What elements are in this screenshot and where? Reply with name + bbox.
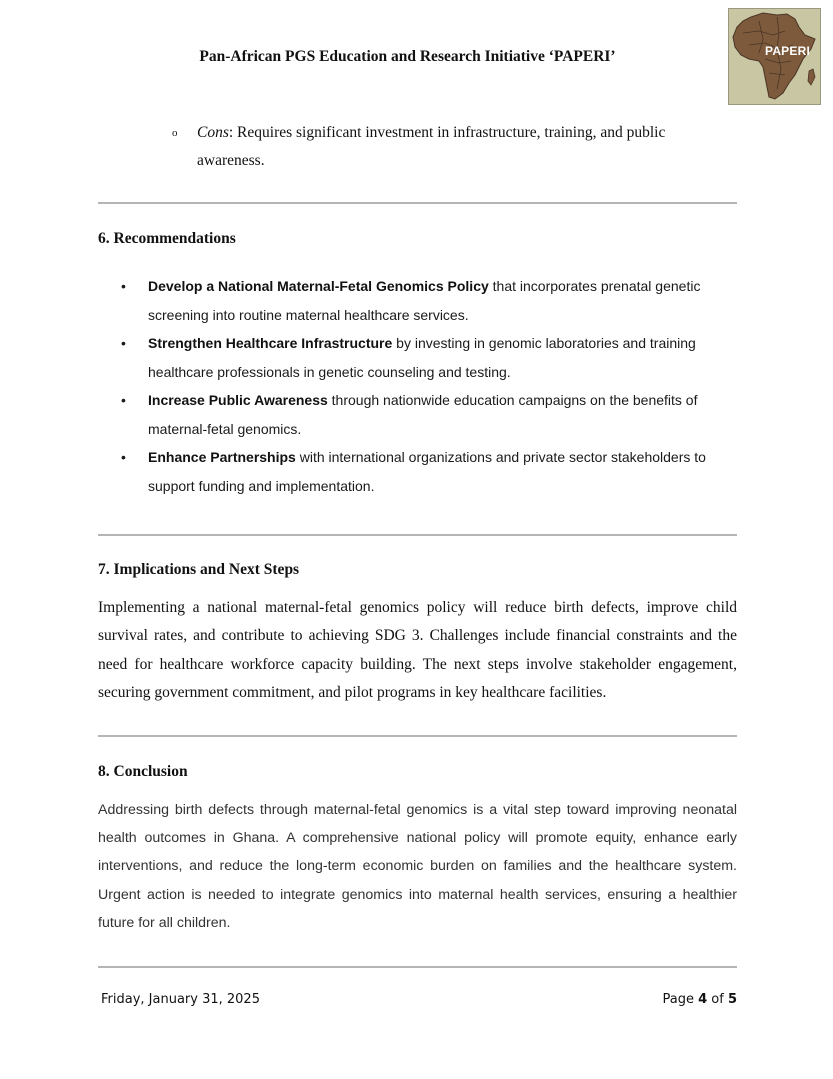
item-text: through nationwide education campaigns on the benefits of maternal-fetal genomics.: [148, 392, 698, 437]
page-prefix: Page: [662, 992, 699, 1007]
section-divider: [98, 735, 737, 737]
footer-divider: [98, 966, 737, 968]
page-number: [663, 992, 738, 1007]
item-text: that incorporates prenatal genetic screening into routine maternal healthcare services.: [148, 278, 701, 323]
item-bold-lead: Enhance Partnerships: [148, 449, 296, 465]
page-header-title: Pan-African PGS Education and Research Initiative ‘PAPERI’: [199, 48, 616, 65]
bullet-icon: •: [121, 392, 126, 408]
implications-paragraph: Implementing a national maternal-fetal genomics policy will reduce birth defects, improve child survival rates, and contribute to achieving SDG 3. Challenges include financial constraints and the need for healthcare workforce capacity building. The next steps involve stakeholder engagement, securing government commitment, and pilot programs in key healthcare facilities.: [98, 599, 737, 701]
implications-heading: 7. Implications and Next Steps: [98, 561, 300, 578]
bullet-icon: •: [121, 278, 126, 294]
bullet-icon: •: [121, 449, 126, 465]
cons-list-item: [172, 119, 732, 175]
list-item: [98, 272, 738, 329]
recommendations-heading: 6. Recommendations: [98, 230, 236, 247]
paperi-logo: [728, 8, 821, 105]
page-current: 4: [698, 992, 708, 1007]
bullet-icon: •: [121, 335, 126, 351]
item-bold-lead: Develop a National Maternal-Fetal Genomics Policy: [148, 278, 489, 294]
section-divider: [98, 534, 737, 536]
logo-text: PAPERI: [765, 44, 810, 58]
item-text: with international organizations and private sector stakeholders to support funding and implementation.: [148, 449, 706, 494]
item-text: by investing in genomic laboratories and training healthcare professionals in genetic counseling and testing.: [148, 335, 696, 380]
hollow-bullet: o: [172, 127, 178, 139]
list-item: [98, 386, 738, 443]
cons-label: Cons: [197, 124, 229, 141]
item-bold-lead: Increase Public Awareness: [148, 392, 328, 408]
recommendations-list: [98, 272, 738, 500]
section-divider: [98, 202, 737, 204]
page-total: 5: [727, 992, 737, 1007]
list-item: [98, 329, 738, 386]
item-bold-lead: Strengthen Healthcare Infrastructure: [148, 335, 393, 351]
conclusion-paragraph: Addressing birth defects through maternal-fetal genomics is a vital step toward improving neonatal health outcomes in Ghana. A comprehensive national policy will promote equity, enhance early interventions, and reduce the long-term economic burden on families and the healthcare system. Urgent action is needed to integrate genomics into maternal health services, ensuring a healthier future for all children.: [98, 802, 737, 931]
footer-date: Friday, January 31, 2025: [101, 992, 260, 1007]
page-separator: of: [707, 992, 728, 1007]
cons-text: : Requires significant investment in infrastructure, training, and public awareness.: [197, 124, 666, 169]
conclusion-heading: 8. Conclusion: [98, 763, 188, 780]
list-item: [98, 443, 738, 500]
